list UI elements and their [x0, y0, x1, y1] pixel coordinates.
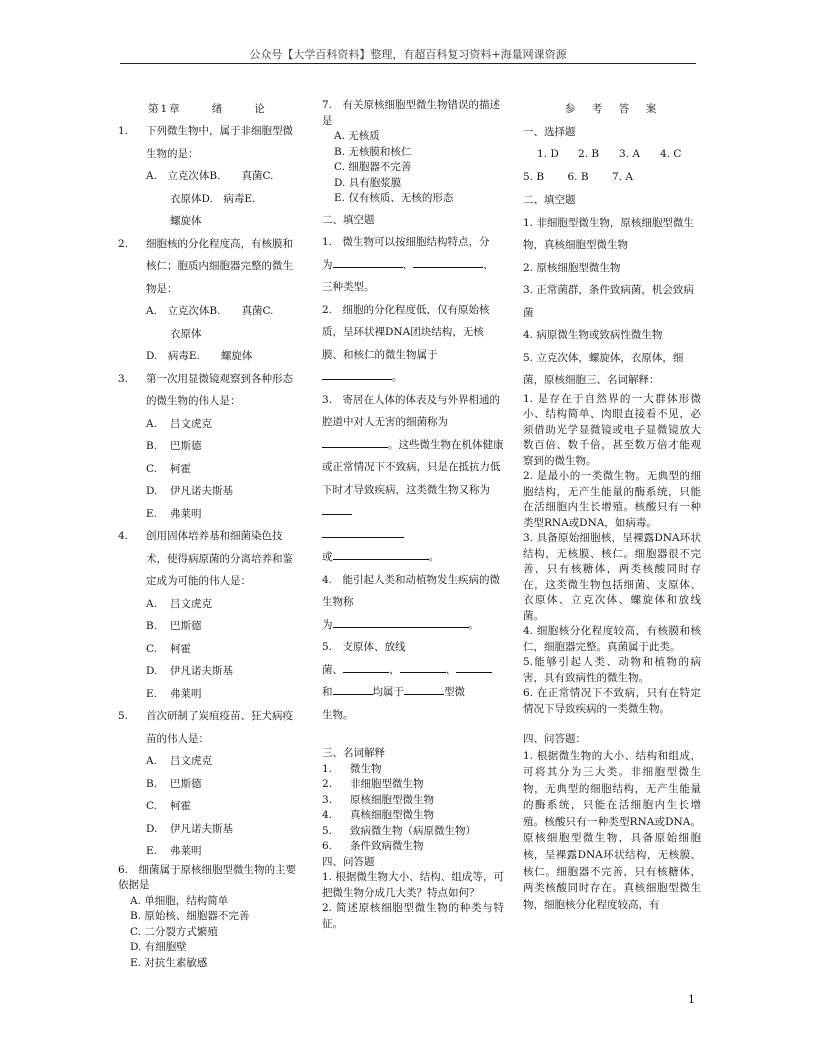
- q2-options: A. 立克次体B. 真菌C. 衣原体 D. 病毒E. 螺旋体: [146, 305, 274, 362]
- blank-line: [322, 368, 392, 380]
- term-item: 2. 非细胞型微生物: [322, 778, 424, 790]
- question-3: 3. 第一次用显微镜观察到各种形态的微生物的伟人是：: [118, 372, 293, 407]
- term-item: 6. 条件致病微生物: [322, 840, 424, 852]
- qa-item: 1. 根据微生物大小、结构、组成等，可把微生物分成几大类？特点如何？: [322, 871, 504, 899]
- question-5: 5. 首次研制了炭疽疫苗、狂犬病疫苗的伟人是：: [118, 710, 293, 745]
- fill-4: 4. 能引起人类和动植物发生疾病的微生物称 为 。: [322, 573, 501, 631]
- qa-item: 2. 简述原核细胞型微生物的种类与特征。: [322, 902, 504, 930]
- column-2: [322, 98, 504, 932]
- blank-line: [333, 256, 403, 268]
- column-3: [523, 98, 701, 913]
- fill-answers: 1. 非细胞型微生物，原核细胞型微生物，真核细胞型微生物 2. 原核细胞型微生物 3. 正常菌群，条件致病菌，机会致病菌 4. 病原微生物或致病性微生物 5. 立克次体，螺旋体，衣原体，细菌，原核细胞三、名词解释：: [523, 216, 694, 386]
- answers-title: 参 考 答 案: [564, 103, 660, 115]
- term-answers: 1. 是存在于自然界的一大群体形微小、结构简单、肉眼直接看不见，必须借助光学显微镜或电子显微镜放大数百倍、数千倍，甚至数万倍才能观察到的微生物。 2. 是最小的一类微生物。无典型的细胞结构，无产生能量的酶系统，只能在活细胞内生长增殖。核酸只有一种类型RNA或DNA，如病毒。 3. 具备原始细胞核，呈裸露DNA环状结构，无核膜、核仁。细胞器很不完善，只有核糖体，两类核酸同时存在，这类微生物包括细菌、支原体、衣原体、立克次体、螺旋体和放线菌。 4. 细胞核分化程度较高，有核膜和核仁，细胞器完整。真菌属于此类。 5.能够引起人类、动物和植物的病害，具有致病性的微生物。 6. 在正常情况下不致病，只有在特定情况下导致疾病的一类微生物。: [523, 392, 701, 715]
- term-item: 5. 致病微生物（病原微生物）: [322, 824, 476, 837]
- page-header: 公众号【大学百科资料】整理，有超百科复习资料+海量网课资源: [249, 48, 567, 61]
- section-title: 三、名词解释: [322, 747, 385, 759]
- section-title: 二、填空题: [523, 194, 576, 206]
- option: C. 柯霍: [146, 462, 191, 475]
- fill-in-section: [322, 209, 504, 727]
- option: D. 伊凡诺夫斯基: [146, 665, 233, 677]
- option: D. 伊凡诺夫斯基: [146, 822, 233, 835]
- question-6: 6. 细菌属于原核细胞型微生物的主要依据是 A. 单细胞，结构简单 B. 原始核、细胞器不完善 C. 二分裂方式繁殖 D. 有细胞壁 E. 对抗生素敏感: [118, 863, 297, 969]
- section-title: 四、问答题：: [523, 733, 586, 745]
- blank-line: [343, 661, 389, 673]
- blank-line: [333, 683, 373, 695]
- blank-line: [400, 661, 446, 673]
- question-1: 1. 下列微生物中，属于非细胞型微生物的是：: [118, 125, 293, 160]
- blank-line: [333, 548, 429, 560]
- blank-line: [322, 526, 404, 538]
- mc-answers-row: 1. D 2. B 3. A 4. C: [537, 148, 682, 160]
- fill-1: 1. 微生物可以按细胞结构特点，分 为 、 、 三种类型。: [322, 236, 494, 293]
- blank-line: [322, 503, 352, 515]
- mc-answers-row: 5. B 6. B 7. A: [523, 171, 633, 183]
- fill-5: 5. 支原体、放线 菌、 、 、 和 均属于 型微 生物。: [322, 636, 504, 726]
- blank-line: [413, 256, 483, 268]
- option: D. 伊凡诺夫斯基: [146, 485, 233, 497]
- option: B. 巴斯德: [146, 440, 202, 452]
- blank-line: [404, 683, 444, 695]
- question-7: 7. 有关原核细胞型微生物错误的描述是 A. 无核质 B. 无核膜和核仁 C. 细胞器不完善 D. 具有胞浆膜 E. 仅有核质、无核的形态: [322, 99, 501, 204]
- option: C. 柯霍: [146, 800, 191, 812]
- blank-line: [333, 616, 469, 628]
- option: B. 巴斯德: [146, 620, 202, 632]
- chapter-title: 第1章 绪 论: [148, 103, 267, 115]
- blank-line: [456, 661, 492, 673]
- blank-line: [322, 436, 388, 448]
- question-4: 4. 创用固体培养基和细菌染色技术，使得病原菌的分离培养和鉴定成为可能的伟人是：: [118, 530, 293, 587]
- header-rule: [120, 63, 696, 64]
- option: E. 弗莱明: [146, 845, 202, 857]
- section-title: 一、选择题: [523, 125, 576, 138]
- question-2: 2. 细胞核的分化程度高，有核膜和核仁；胞质内细胞器完整的微生物是：: [118, 237, 293, 295]
- terms-section: [322, 746, 504, 932]
- option: C. 柯霍: [146, 642, 191, 655]
- option: A. 吕文虎克: [146, 755, 212, 767]
- option: A. 吕文虎克: [146, 597, 212, 610]
- option: B. 巴斯德: [146, 777, 202, 790]
- term-item: 4. 真核细胞型微生物: [322, 809, 434, 821]
- option: A. 吕文虎克: [146, 417, 212, 430]
- qa-answer: 1. 根据微生物的大小、结构和组成，可将其分为三大类。非细胞型微生物，无典型的细胞结构，无产生能量的酶系统，只能在活细胞内生长增殖。核酸只有一种类型RNA或DNA。原核细胞型微生物，具备原始细胞核，呈裸露DNA环状结构，无核膜、核仁。细胞器不完善，只有核糖体，两类核酸同时存在。真核细胞型微生物，细胞核分化程度较高，有: [523, 749, 701, 911]
- q1-options: A. 立克次体B. 真菌C. 衣原体D. 病毒E. 螺旋体: [146, 170, 274, 227]
- option: E. 弗莱明: [146, 687, 202, 700]
- section-title: 四、问答题: [322, 855, 375, 868]
- fill-2: 2. 细胞的分化程度低，仅有原始核质，呈环状裸DNA团块结构，无核膜、和核仁的微生物属于。: [322, 303, 490, 383]
- page-number: 1: [688, 993, 695, 1006]
- section-title: 二、填空题: [322, 213, 375, 226]
- option: E. 弗莱明: [146, 507, 202, 520]
- column-1: [118, 98, 300, 971]
- term-item: 1. 微生物: [322, 762, 382, 775]
- fill-3: 3. 寄居在人体的体表及与外界相通的腔道中对人无害的细菌称为。这些微生物在机体健康或正常情况下不致病，只是在抵抗力低下时才导致疾病，这类微生物又称为 或 。: [322, 393, 504, 563]
- term-item: 3. 原核细胞型微生物: [322, 793, 434, 806]
